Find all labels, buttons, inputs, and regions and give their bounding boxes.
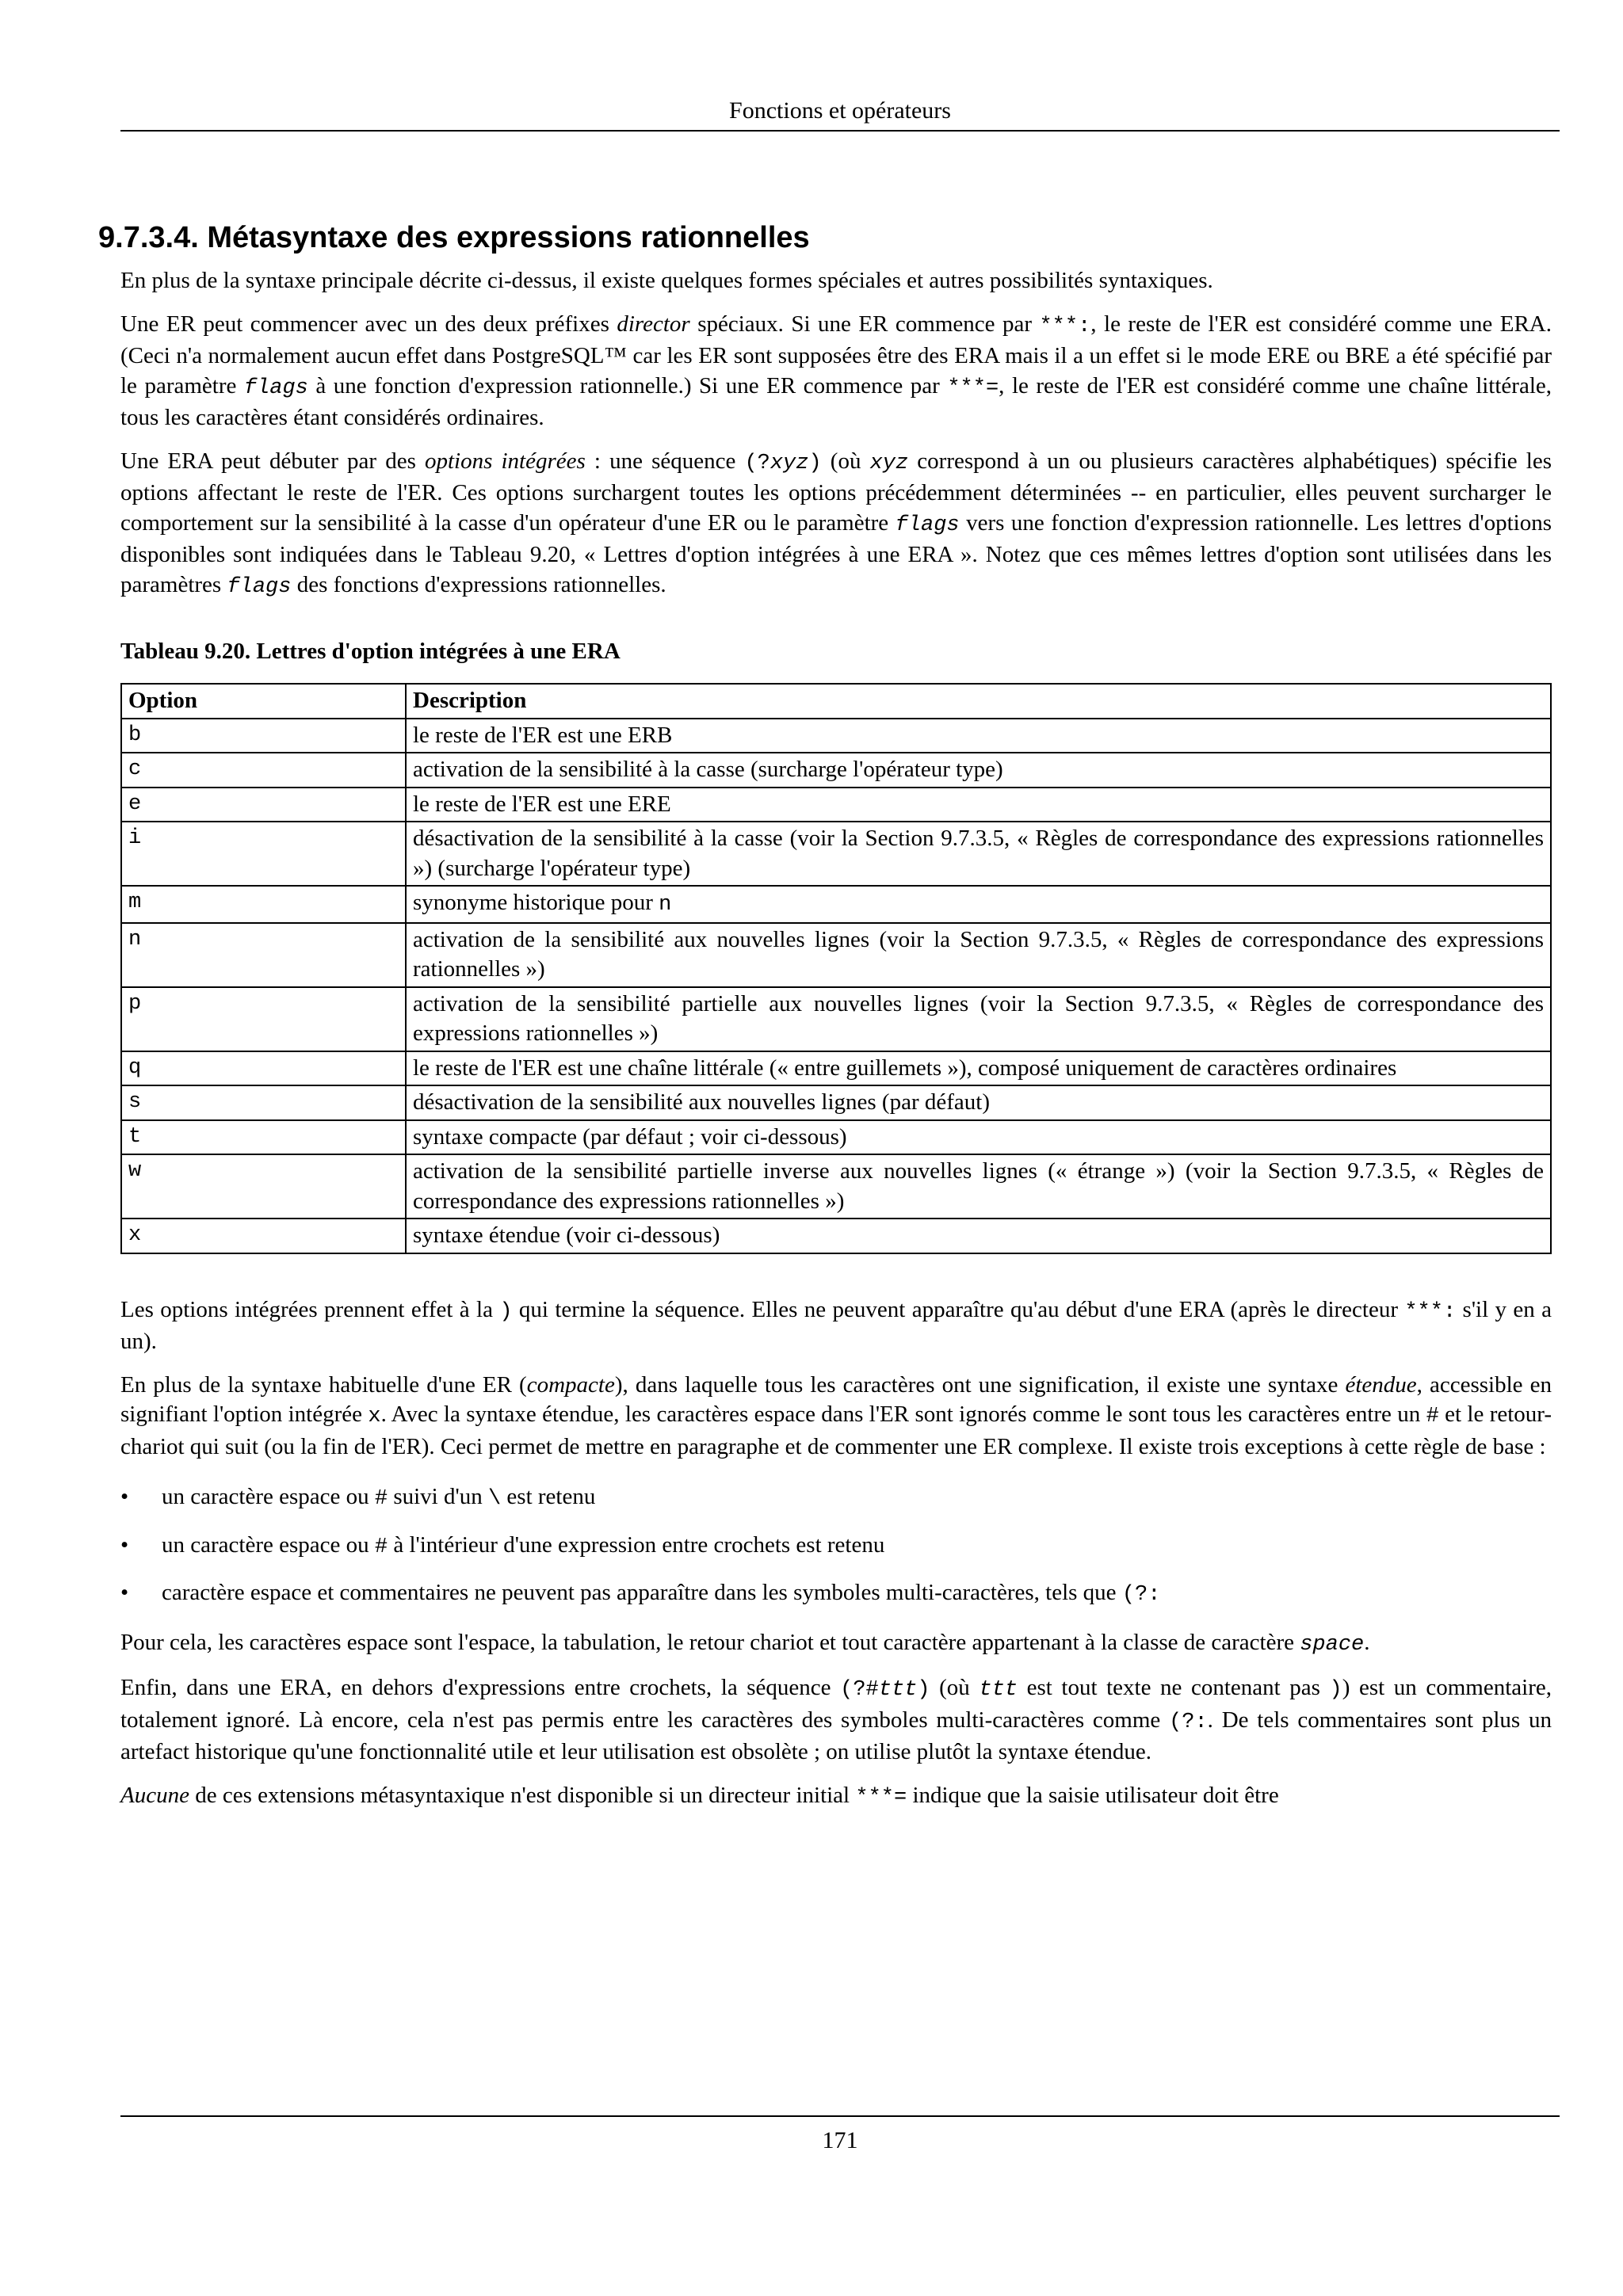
bullet-icon: • xyxy=(120,1580,129,1605)
code-flags: flags xyxy=(227,574,292,599)
option-letter: p xyxy=(121,987,406,1051)
table-row xyxy=(121,1051,1551,1086)
option-description: le reste de l'ER est une ERE xyxy=(406,788,1551,822)
emphasis-embedded-options: options intégrées xyxy=(424,448,586,474)
code-ttt: ttt xyxy=(979,1678,1018,1702)
code-comment-sequence: (?#ttt) xyxy=(840,1678,930,1702)
paragraph-options-effect: Les options intégrées prennent effet à la ) qui termine la séquence. Elles ne peuvent apparaître qu'au début d'une ERA (après le directeur ***: s'il y en a un). xyxy=(120,1296,1552,1354)
paragraph-space-definition: Pour cela, les caractères espace sont l'espace, la tabulation, le retour chariot et tout caractère appartenant à la classe de caractère space. xyxy=(120,1629,1370,1657)
content-body xyxy=(120,266,1552,1826)
option-description: activation de la sensibilité à la casse (surcharge l'opérateur type) xyxy=(406,753,1551,788)
code-noncapture: (?: xyxy=(1121,1583,1161,1607)
option-description: activation de la sensibilité partielle inverse aux nouvelles lignes (« étrange ») (voir la Section 9.7.3.5, « Règles de correspondance des expressions rationnelles ») xyxy=(406,1154,1551,1219)
option-description: désactivation de la sensibilité aux nouvelles lignes (par défaut) xyxy=(406,1085,1551,1120)
column-header-description: Description xyxy=(406,684,1551,719)
option-description: désactivation de la sensibilité à la casse (voir la Section 9.7.3.5, « Règles de correspondance des expressions rationnelles ») (surcharge l'opérateur type) xyxy=(406,822,1551,886)
option-letter: b xyxy=(121,719,406,753)
code-flags: flags xyxy=(895,513,960,537)
option-description: synonyme historique pour n xyxy=(406,886,1551,923)
bullet-icon: • xyxy=(120,1531,129,1558)
code-close-paren: ) xyxy=(499,1299,513,1324)
page-number: 171 xyxy=(822,2127,858,2153)
table-row xyxy=(121,1154,1551,1219)
code-noncapture: (?: xyxy=(1169,1710,1208,1734)
section-title: 9.7.3.4. Métasyntaxe des expressions rationnelles xyxy=(98,221,810,254)
code-x: x xyxy=(368,1405,381,1428)
table-row xyxy=(121,886,1551,923)
option-description: le reste de l'ER est une ERB xyxy=(406,719,1551,753)
table-row xyxy=(121,1085,1551,1120)
option-description: syntaxe étendue (voir ci-dessous) xyxy=(406,1219,1551,1253)
code-backslash: \ xyxy=(487,1487,502,1511)
table-title: Tableau 9.20. Lettres d'option intégrées à une ERA xyxy=(120,639,621,664)
options-table xyxy=(120,683,1552,1254)
bullet-icon: • xyxy=(120,1484,129,1509)
code-hash: # xyxy=(374,1487,388,1511)
table-row xyxy=(121,1219,1551,1253)
table-row xyxy=(121,1120,1551,1155)
running-header: Fonctions et opérateurs xyxy=(729,97,951,124)
emphasis-extended: étendue xyxy=(1345,1371,1417,1398)
option-description: activation de la sensibilité partielle aux nouvelles lignes (voir la Section 9.7.3.5, « Règles de correspondance des expressions rationnelles ») xyxy=(406,987,1551,1051)
code-close-paren: ) xyxy=(1329,1678,1342,1702)
option-letter: s xyxy=(121,1085,406,1120)
paragraph-extended-syntax: En plus de la syntaxe habituelle d'une ER (compacte), dans laquelle tous les caractères ont une signification, il existe une syntaxe étendue, accessible en signifiant l'option intégrée x. Avec la syntaxe étendue, les caractères espace dans l'ER sont ignorés comme le sont tous les caractères entre un # et le retour-chariot qui suit (ou la fin de l'ER). Ceci permet de mettre en paragraphe et de commenter une ER complexe. Il existe trois exceptions à cette règle de base : xyxy=(120,1371,1552,1459)
paragraph-director-prefixes: Une ER peut commencer avec un des deux préfixes director spéciaux. Si une ER commence par ***:, le reste de l'ER est considéré comme une ERA. (Ceci n'a normalement aucun effet dans PostgreSQL™ car les ER sont supposées être des ERA mais il a un effet si le mode ERE ou BRE a été spécifié par le paramètre flags à une fonction d'expression rationnelle.) Si une ER commence par ***=, le reste de l'ER est considéré comme une chaîne littérale, tous les caractères étant considérés ordinaires. xyxy=(120,311,1552,430)
option-description: le reste de l'ER est une chaîne littérale (« entre guillemets »), composé uniquement de caractères ordinaires xyxy=(406,1051,1551,1086)
option-letter: x xyxy=(121,1219,406,1253)
option-description: syntaxe compacte (par défaut ; voir ci-dessous) xyxy=(406,1120,1551,1155)
emphasis-compact: compacte xyxy=(526,1371,615,1398)
list-item: • caractère espace et commentaires ne peuvent pas apparaître dans les symboles multi-caractères, tels que (?: xyxy=(120,1580,1161,1607)
column-header-option: Option xyxy=(121,684,406,719)
emphasis-aucune: Aucune xyxy=(120,1782,189,1808)
option-letter: e xyxy=(121,788,406,822)
header-rule xyxy=(120,130,1560,132)
option-letter: n xyxy=(121,923,406,987)
option-letter: t xyxy=(121,1120,406,1155)
code-literal-prefix: ***= xyxy=(855,1785,907,1810)
code-hash: # xyxy=(374,1535,388,1559)
paragraph-no-extensions: Aucune de ces extensions métasyntaxique n'est disponible si un directeur initial ***= indique que la saisie utilisateur doit être xyxy=(120,1782,1279,1810)
option-letter: m xyxy=(121,886,406,923)
code-literal-prefix: ***= xyxy=(947,376,999,400)
code-n: n xyxy=(659,893,672,917)
table-row xyxy=(121,788,1551,822)
paragraph-embedded-options: Une ERA peut débuter par des options intégrées : une séquence (?xyz) (où xyz correspond à un ou plusieurs caractères alphabétiques) spécifie les options affectant le reste de l'ER. Ces options surchargent toutes les options précédemment déterminées -- en particulier, elles peuvent surcharger le comportement sur la sensibilité à la casse d'un opérateur d'une ER ou le paramètre flags vers une fonction d'expression rationnelle. Les lettres d'options disponibles sont indiquées dans le Tableau 9.20, « Lettres d'option intégrées à une ERA ». Notez que ces mêmes lettres d'option sont utilisées dans les paramètres flags des fonctions d'expressions rationnelles. xyxy=(120,448,1552,599)
code-xyz: xyz xyxy=(869,451,909,475)
paragraph-intro: En plus de la syntaxe principale décrite ci-dessus, il existe quelques formes spéciales et autres possibilités syntaxiques. xyxy=(120,268,1213,293)
option-letter: q xyxy=(121,1051,406,1086)
code-option-sequence: (?xyz) xyxy=(744,451,822,475)
list-item: • un caractère espace ou # à l'intérieur d'une expression entre crochets est retenu xyxy=(120,1531,885,1559)
code-are-prefix: ***: xyxy=(1404,1299,1457,1324)
code-space-class: space xyxy=(1300,1632,1365,1657)
table-row xyxy=(121,923,1551,987)
paragraph-comments: Enfin, dans une ERA, en dehors d'expressions entre crochets, la séquence (?#ttt) (où ttt est tout texte ne contenant pas )) est un commentaire, totalement ignoré. Là encore, cela n'est pas permis entre les caractères des symboles multi-caractères comme (?:. De tels commentaires sont plus un artefact historique qu'une fonctionnalité utile et leur utilisation est obsolète ; on utilise plutôt la syntaxe étendue. xyxy=(120,1675,1552,1764)
code-flags: flags xyxy=(243,376,308,400)
table-row xyxy=(121,719,1551,753)
table-row xyxy=(121,822,1551,886)
table-row xyxy=(121,753,1551,788)
code-are-prefix: ***: xyxy=(1039,314,1091,338)
post-table-section xyxy=(120,1295,1552,1814)
option-letter: i xyxy=(121,822,406,886)
table-header-row xyxy=(121,684,1551,719)
exceptions-list xyxy=(120,1482,1552,1611)
footer-rule xyxy=(120,2115,1560,2117)
option-description: activation de la sensibilité aux nouvelles lignes (voir la Section 9.7.3.5, « Règles de correspondance des expressions rationnelles ») xyxy=(406,923,1551,987)
option-letter: w xyxy=(121,1154,406,1219)
option-letter: c xyxy=(121,753,406,788)
table-row xyxy=(121,987,1551,1051)
code-hash: # xyxy=(1426,1405,1439,1428)
list-item: • un caractère espace ou # suivi d'un \ est retenu xyxy=(120,1484,596,1511)
emphasis-director: director xyxy=(617,311,690,337)
